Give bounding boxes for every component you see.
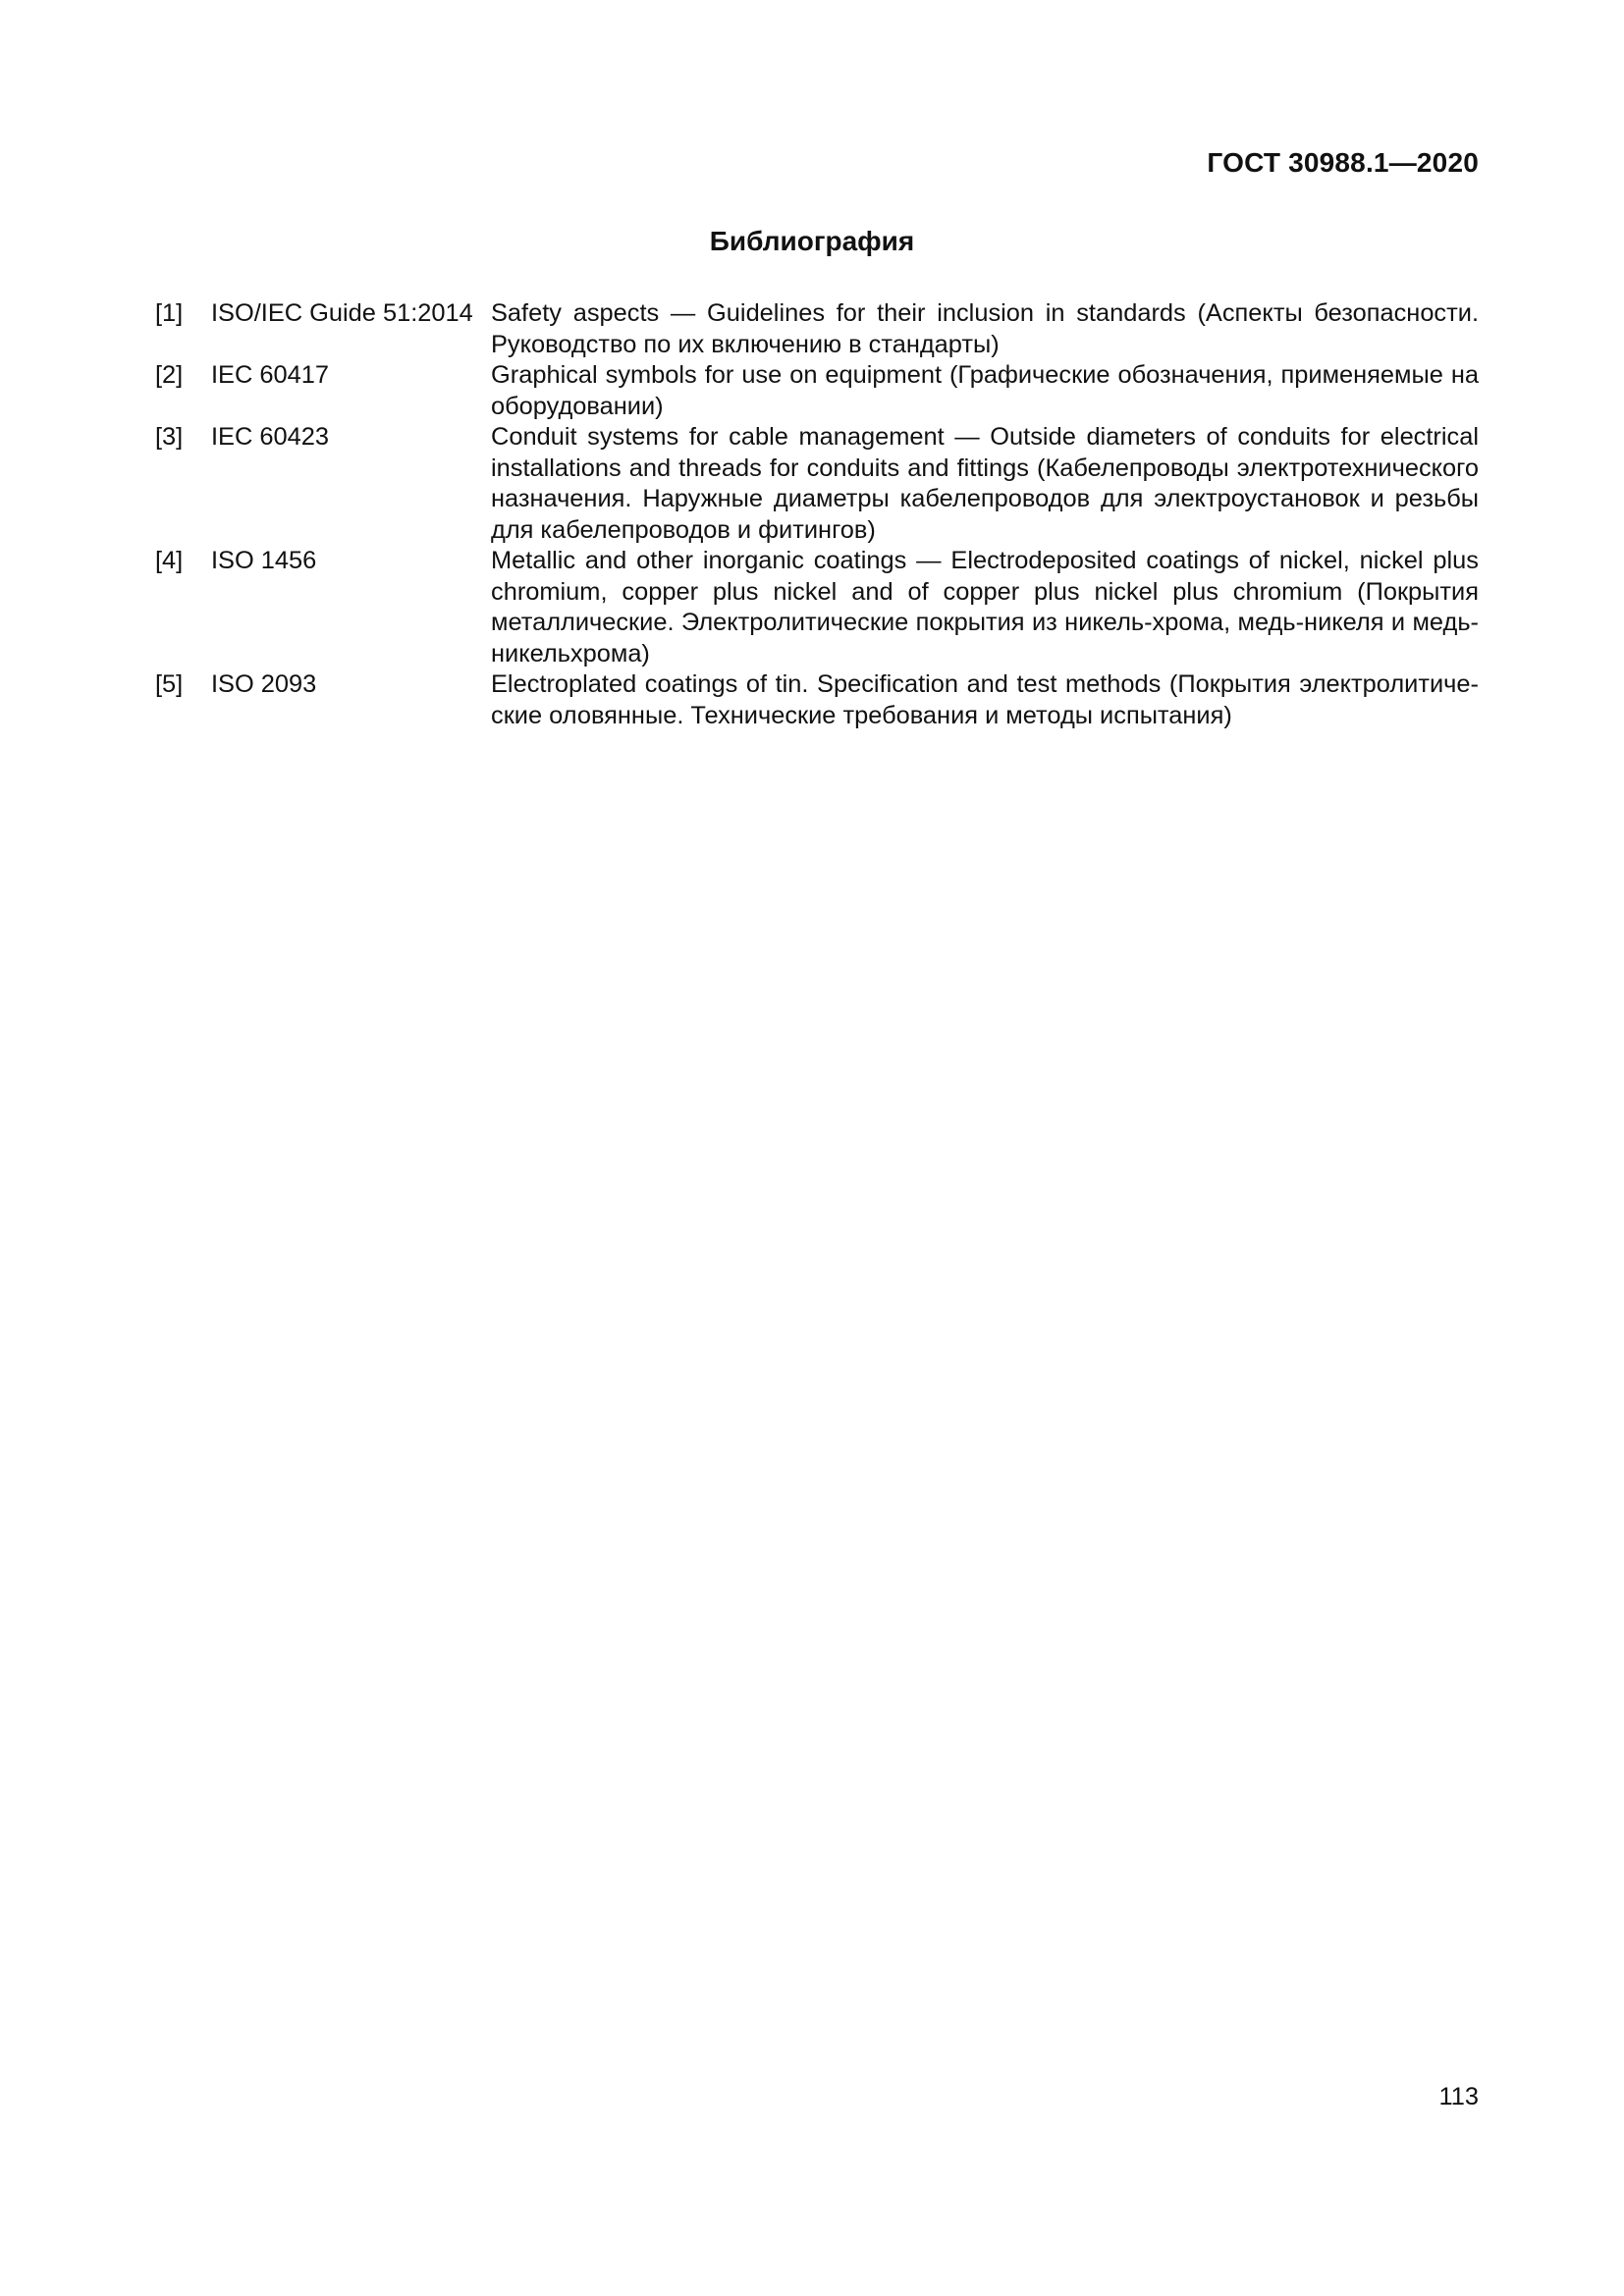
bibliography-list — [155, 298, 1479, 731]
entry-title: Safety aspects — Guidelines for their inclusion in standards (Аспекты безопасности. Руководство по их включению в стандарты) — [491, 299, 1479, 358]
entry-reference: IEC 60417 — [211, 361, 329, 389]
bibliography-entry — [155, 546, 1479, 669]
entry-reference: IEC 60423 — [211, 423, 329, 451]
section-title: Библиография — [709, 226, 915, 256]
entry-title: Metallic and other inorganic coatings — Electrodeposited coatings of nickel, nickel plus chromium, copper plus nickel and of copper plus nickel plus chromium (Покрытия металлические. Электролитические покрытия из никель-хрома, медь-никеля и медь-никельхрома) — [491, 547, 1479, 667]
entry-title: Electroplated coatings of tin. Specification and test methods (Покрытия электролитические оловянные. Технические требования и методы испытания) — [491, 670, 1479, 729]
page-number: 113 — [1438, 2083, 1479, 2110]
entry-number: [4] — [155, 547, 184, 574]
bibliography-entry — [155, 422, 1479, 546]
entry-reference: ISO 2093 — [211, 670, 317, 698]
bibliography-entry — [155, 669, 1479, 731]
document-code: ГОСТ 30988.1—2020 — [1207, 147, 1479, 178]
entry-reference: ISO 1456 — [211, 547, 317, 574]
entry-title: Graphical symbols for use on equipment (Графические обозначения, применяемые на оборудовании) — [491, 361, 1479, 420]
entry-reference: ISO/IEC Guide 51:2014 — [211, 299, 473, 327]
entry-title: Conduit systems for cable management — Outside diameters of conduits for electrical installations and threads for conduits and fittings (Кабелепроводы электротехнического назначения. Наружные диаметры кабелепроводов для электроустановок и резьбы для кабелепроводов и фитингов) — [491, 423, 1479, 544]
entry-number: [2] — [155, 361, 184, 389]
bibliography-entry — [155, 298, 1479, 360]
entry-number: [3] — [155, 423, 184, 451]
entry-number: [5] — [155, 670, 184, 698]
entry-number: [1] — [155, 299, 184, 327]
bibliography-entry — [155, 360, 1479, 422]
